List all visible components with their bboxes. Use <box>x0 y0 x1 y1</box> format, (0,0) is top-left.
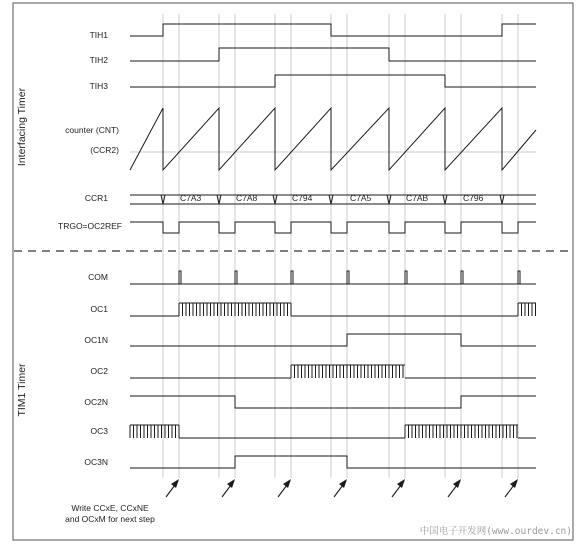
oc1n-waveform <box>130 334 536 346</box>
arrow-head <box>510 479 518 488</box>
oc3n-waveform <box>130 456 536 468</box>
oc1n-label: OC1N <box>84 335 108 345</box>
ccr1-value: C7A8 <box>236 193 258 203</box>
arrow-head <box>171 479 179 488</box>
write-step-arrow <box>222 479 235 497</box>
tih1-waveform <box>130 24 536 36</box>
oc2n-waveform <box>130 396 536 408</box>
ccr1-label: CCR1 <box>84 193 108 203</box>
annotation-line-1: Write CCxE, CCxNE <box>71 503 149 513</box>
arrow-head <box>397 479 405 488</box>
oc1-pwm-burst <box>179 303 291 316</box>
trgo-label: TRGO=OC2REF <box>58 221 122 231</box>
oc2-label: OC2 <box>90 366 108 376</box>
arrow-head <box>339 479 347 488</box>
tih3-waveform <box>130 75 536 87</box>
write-step-arrow <box>166 479 179 497</box>
tim1-timer-label: TIM1 Timer <box>16 363 28 417</box>
com-waveform <box>130 271 536 284</box>
signal-labels <box>58 30 122 467</box>
oc1-pwm-burst-end <box>518 303 536 316</box>
oc2-pwm-burst <box>291 365 405 378</box>
oc3-pwm-burst <box>405 425 518 438</box>
write-step-arrow <box>392 479 405 497</box>
arrow-head <box>227 479 235 488</box>
ccr1-value: C794 <box>292 193 313 203</box>
write-step-arrow <box>278 479 291 497</box>
counter-waveform <box>130 108 536 170</box>
ccr1-value: C7A3 <box>180 193 202 203</box>
write-step-arrow <box>448 479 461 497</box>
counter-label: counter (CNT) <box>65 125 119 135</box>
ccr1-value: C7A5 <box>350 193 372 203</box>
trgo-waveform <box>130 222 536 233</box>
tih1-label: TIH1 <box>89 30 108 40</box>
watermark: 中国电子开发网(www.ourdev.cn) <box>419 526 572 537</box>
arrow-head <box>283 479 291 488</box>
write-step-arrows <box>166 479 518 497</box>
ccr2-label: (CCR2) <box>90 145 119 155</box>
ccr1-value: C796 <box>463 193 484 203</box>
write-step-arrow <box>334 479 347 497</box>
write-step-arrow <box>505 479 518 497</box>
tih3-label: TIH3 <box>89 81 108 91</box>
oc3-label: OC3 <box>90 426 108 436</box>
oc3-pwm-burst-start <box>130 425 179 438</box>
oc3n-label: OC3N <box>84 457 108 467</box>
oc1-label: OC1 <box>90 304 108 314</box>
oc2n-label: OC2N <box>84 397 108 407</box>
ccr1-value: C7AB <box>406 193 429 203</box>
arrow-head <box>453 479 461 488</box>
tih2-label: TIH2 <box>89 55 108 65</box>
interfacing-timer-label: Interfacing Timer <box>16 87 28 167</box>
tih2-waveform <box>130 48 536 61</box>
waveforms <box>130 24 536 468</box>
annotation-line-2: and OCxM for next step <box>65 514 155 524</box>
com-label: COM <box>88 272 108 282</box>
